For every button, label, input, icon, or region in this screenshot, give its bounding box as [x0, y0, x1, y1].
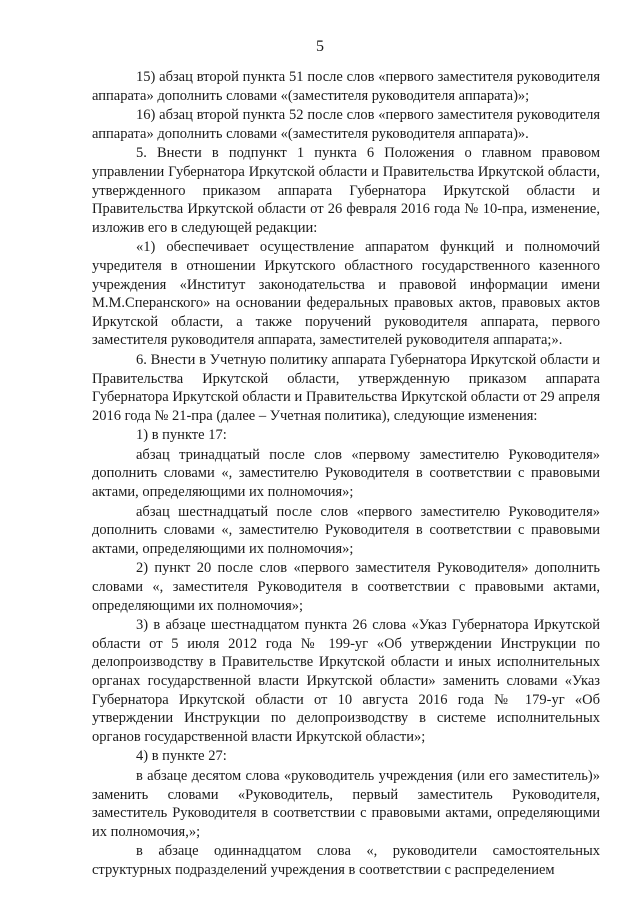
paragraph-subpoint-2: 2) пункт 20 после слов «первого заместителя Руководителя» дополнить словами «, заместителя Руководителя в соответствии с правовыми актами, определяющими их полномочия»;: [92, 560, 600, 614]
paragraph-subpoint-4: 4) в пункте 27:: [136, 748, 227, 765]
paragraph-abzac-11: в абзаце одиннадцатом слова «, руководители самостоятельных структурных подразделений учреждения в соответствии с распределением: [92, 843, 600, 878]
document-body: [92, 68, 600, 880]
paragraph-item-16: 16) абзац второй пункта 52 после слов «первого заместителя руководителя аппарата» дополнить словами «(заместителя руководителя аппарата)».: [92, 107, 600, 142]
paragraph-item-15: 15) абзац второй пункта 51 после слов «первого заместителя руководителя аппарата» дополнить словами «(заместителя руководителя аппарата)»;: [92, 69, 600, 104]
paragraph-abzac-16: абзац шестнадцатый после слов «первого заместителю Руководителя» дополнить словами «, заместителю Руководителя в соответствии с правовыми актами, определяющими их полномочия»;: [92, 503, 600, 557]
paragraph-quoted-subpoint-1: «1) обеспечивает осуществление аппаратом функций и полномочий учредителя в отношении Иркутского областного государственного казенного учреждения «Институт законодательства и правовой информации имени М.М.Сперанского» на основании федеральных правовых актов, правовых актов Иркутской области, а также поручений руководителя аппарата, первого заместителя руководителя аппарата, заместителей руководителя аппарата;».: [92, 239, 600, 349]
paragraph-subpoint-3: 3) в абзаце шестнадцатом пункта 26 слова «Указ Губернатора Иркутской области от 5 июля 2012 года № 199-уг «Об утверждении Инструкции по делопроизводству в Правительстве Иркутской области и иных исполнительных органах государственной власти Иркутской области» заменить словами «Указ Губернатора Иркутской области от 10 августа 2016 года № 179-уг «Об утверждении Инструкции по делопроизводству в системе исполнительных органов государственной власти Иркутской области»;: [92, 617, 600, 745]
paragraph-abzac-13: абзац тринадцатый после слов «первому заместителю Руководителя» дополнить словами «, заместителю Руководителя в соответствии с правовыми актами, определяющими их полномочия»;: [92, 446, 600, 501]
paragraph-abzac-10: в абзаце десятом слова «руководитель учреждения (или его заместитель)» заменить словами «Руководитель, первый заместитель Руководителя, заместитель Руководителя в соответствии с правовыми актами, определяющими их полномочия,»;: [92, 767, 600, 840]
paragraph-point-6: 6. Внести в Учетную политику аппарата Губернатора Иркутской области и Правительства Иркутской области, утвержденную приказом аппарата Губернатора Иркутской области и Правительства Иркутской области от 29 апреля 2016 года № 21-пра (далее – Учетная политика), следующие изменения:: [92, 351, 600, 424]
paragraph-subpoint-1: 1) в пункте 17:: [136, 427, 227, 444]
paragraph-point-5: 5. Внести в подпункт 1 пункта 6 Положения о главном правовом управлении Губернатора Иркутской области и Правительства Иркутской области, утвержденного приказом аппарата Губернатора Иркутской области и Правительства Иркутской области от 26 февраля 2016 года № 10-пра, изменение, изложив его в следующей редакции:: [92, 145, 600, 236]
page-number: 5: [316, 38, 324, 55]
